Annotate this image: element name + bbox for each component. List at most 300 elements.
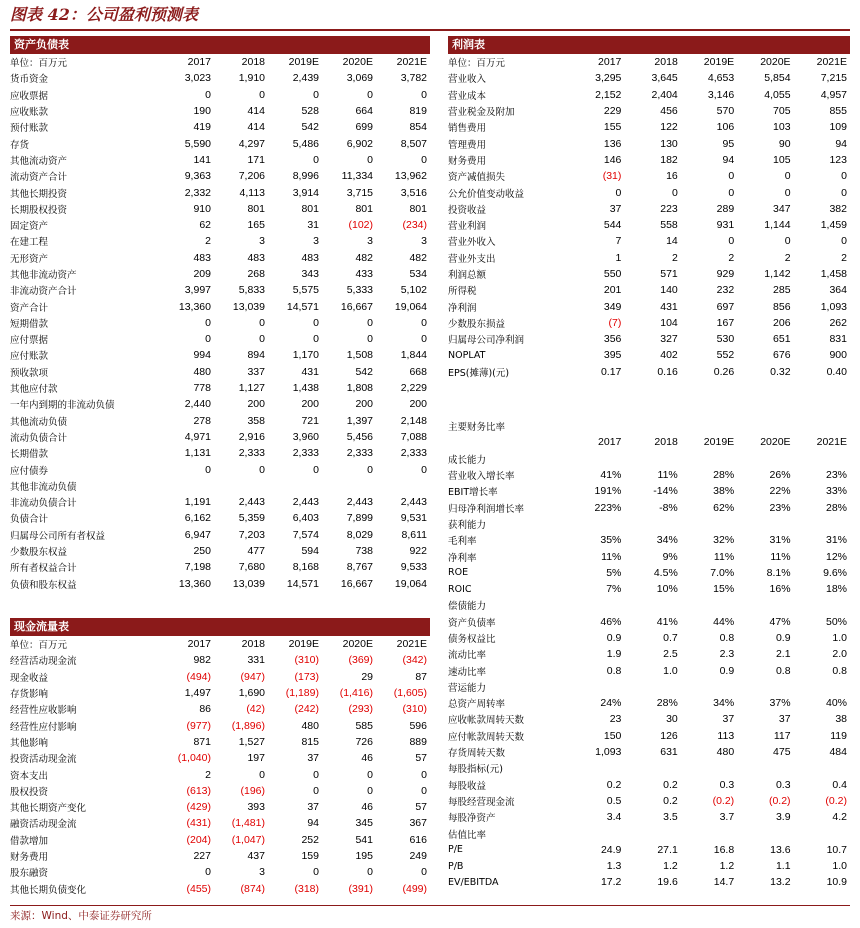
table-row xyxy=(448,331,850,347)
value-cell: 126 xyxy=(660,729,678,742)
empty-cell xyxy=(794,418,850,434)
value-cell: 2,332 xyxy=(184,186,211,199)
value-cell: 3,960 xyxy=(292,430,319,443)
income-statement-table xyxy=(448,54,850,380)
value-cell: 2,333 xyxy=(238,447,265,460)
value-cell: 3.9 xyxy=(775,811,791,824)
table-row xyxy=(448,825,850,841)
page-title: 图表 42：公司盈利预测表 xyxy=(10,5,198,24)
table-row xyxy=(10,799,430,815)
row-label: 经营性应收影响 xyxy=(10,705,77,717)
table-row xyxy=(448,152,850,168)
row-label: 非流动负债合计 xyxy=(10,498,77,510)
value-cell: 431 xyxy=(660,300,678,313)
value-cell: 0 xyxy=(841,186,847,199)
row-label: 非流动资产合计 xyxy=(10,286,77,298)
table-row xyxy=(448,467,850,483)
row-label: 存货影响 xyxy=(10,689,49,701)
empty-cell xyxy=(568,418,624,434)
table-row xyxy=(448,695,850,711)
value-cell: (0.2) xyxy=(712,794,735,807)
table-row xyxy=(448,103,850,119)
value-cell: 27.1 xyxy=(657,843,678,856)
value-cell: 24% xyxy=(600,697,622,710)
value-cell: 651 xyxy=(773,333,791,346)
table-row xyxy=(10,429,430,445)
row-label: P/E xyxy=(448,844,463,856)
value-cell: 1,527 xyxy=(238,735,265,748)
year-header: 2018 xyxy=(241,56,265,69)
value-cell: 0 xyxy=(367,88,373,101)
value-cell: 289 xyxy=(716,202,735,215)
row-label: 营业外支出 xyxy=(448,253,496,265)
year-header: 2020E xyxy=(760,56,791,69)
value-cell: 32% xyxy=(713,534,735,547)
value-cell xyxy=(737,679,793,695)
table-row xyxy=(10,250,430,266)
row-label: 应付债券 xyxy=(10,465,49,477)
value-cell: 171 xyxy=(247,153,265,166)
value-cell: 106 xyxy=(716,121,735,134)
value-cell: 437 xyxy=(247,850,265,862)
value-cell: 0 xyxy=(313,463,319,476)
value-cell: 4.5% xyxy=(653,566,678,579)
value-cell: 15% xyxy=(713,583,735,596)
value-cell: (874) xyxy=(240,882,265,895)
value-cell: (0.2) xyxy=(825,794,847,807)
value-cell: 0 xyxy=(841,235,847,248)
table-row xyxy=(10,315,430,331)
balance-sheet-header: 资产负债表 xyxy=(10,36,430,54)
balance-sheet-table xyxy=(10,54,430,592)
value-cell: 2,443 xyxy=(346,496,373,509)
value-cell: 9.6% xyxy=(823,566,847,579)
value-cell: 367 xyxy=(409,817,427,830)
value-cell: 331 xyxy=(247,654,265,667)
value-cell: 402 xyxy=(660,349,678,362)
value-cell: 894 xyxy=(247,349,265,362)
value-cell: 0.40 xyxy=(826,365,847,378)
table-row xyxy=(10,217,430,233)
row-label: 其他长期投资 xyxy=(10,188,68,200)
value-cell xyxy=(568,760,624,776)
value-cell xyxy=(214,478,268,494)
row-label: 经营活动现金流 xyxy=(10,656,77,668)
value-cell: 0 xyxy=(205,866,211,879)
year-header: 2021E xyxy=(396,638,427,651)
value-cell: 1,170 xyxy=(292,349,319,362)
value-cell: 57 xyxy=(415,801,427,814)
value-cell: 7,203 xyxy=(238,528,265,541)
table-row xyxy=(448,630,850,646)
value-cell: 1,093 xyxy=(820,300,847,313)
value-cell xyxy=(322,478,376,494)
value-cell: 854 xyxy=(409,121,427,134)
row-label: 投资活动现金流 xyxy=(10,754,77,766)
value-cell: (31) xyxy=(602,170,622,183)
value-cell: 1,808 xyxy=(346,382,373,395)
value-cell: (342) xyxy=(402,654,427,667)
table-row xyxy=(448,364,850,380)
table-row xyxy=(10,685,430,701)
row-label: 所有者权益合计 xyxy=(10,563,77,575)
row-label: NOPLAT xyxy=(448,349,486,361)
value-cell: 550 xyxy=(603,268,622,280)
value-cell: 8,611 xyxy=(401,528,427,541)
value-cell: 929 xyxy=(716,268,735,280)
value-cell: 113 xyxy=(717,729,735,742)
value-cell: 801 xyxy=(409,202,427,215)
value-cell: 47% xyxy=(769,615,791,628)
value-cell: 1 xyxy=(615,251,622,264)
row-label: EBIT增长率 xyxy=(448,487,498,499)
value-cell: 8,029 xyxy=(346,528,373,541)
value-cell: (1,040) xyxy=(177,752,211,765)
value-cell: 0.9 xyxy=(775,632,791,644)
year-row xyxy=(448,434,850,450)
value-cell: 7,899 xyxy=(346,512,373,525)
table-row xyxy=(448,760,850,776)
value-cell: 1,142 xyxy=(764,268,791,280)
row-label: 无形资产 xyxy=(10,253,49,265)
value-cell: 3 xyxy=(421,235,427,248)
value-cell: 7,680 xyxy=(238,561,265,574)
value-cell xyxy=(737,516,793,532)
table-row xyxy=(10,494,430,510)
value-cell xyxy=(794,825,850,841)
value-cell: 11% xyxy=(601,550,622,563)
value-cell: 726 xyxy=(355,735,373,748)
row-label: 财务费用 xyxy=(10,852,49,863)
table-row xyxy=(448,711,850,727)
value-cell: 676 xyxy=(773,349,791,362)
value-cell: 0 xyxy=(313,88,319,101)
value-cell: 2,443 xyxy=(238,496,265,509)
table-row xyxy=(448,347,850,363)
table-row xyxy=(448,614,850,630)
value-cell: -8% xyxy=(659,501,678,514)
value-cell: 7,215 xyxy=(820,72,847,85)
cash-flow-header: 现金流量表 xyxy=(10,618,430,636)
row-label: 每股收益 xyxy=(448,780,487,792)
value-cell: 994 xyxy=(193,349,211,362)
value-cell xyxy=(681,825,737,841)
value-cell: 0.32 xyxy=(770,365,791,378)
value-cell: 4,113 xyxy=(239,186,265,199)
value-cell: 0.9 xyxy=(719,664,735,677)
value-cell: (173) xyxy=(294,670,319,683)
table-row xyxy=(448,793,850,809)
table-row xyxy=(10,510,430,526)
table-row xyxy=(448,809,850,825)
value-cell: 358 xyxy=(247,414,265,427)
value-cell: 0 xyxy=(205,316,211,329)
value-cell: 200 xyxy=(355,398,373,411)
row-label: 股权投资 xyxy=(10,786,49,798)
value-cell: 6,947 xyxy=(184,528,211,541)
value-cell: 2,333 xyxy=(346,447,373,460)
value-cell: 393 xyxy=(247,801,265,814)
value-cell: 5,854 xyxy=(764,72,791,85)
value-cell: 200 xyxy=(301,398,319,411)
value-cell: 0 xyxy=(313,768,319,781)
value-cell: 0 xyxy=(313,784,319,797)
table-row xyxy=(10,266,430,282)
year-header: 2017 xyxy=(187,56,211,69)
row-label: 少数股东权益 xyxy=(10,547,68,559)
value-cell: 201 xyxy=(603,284,622,297)
table-row xyxy=(10,87,430,103)
table-row xyxy=(10,576,430,592)
value-cell: 0.9 xyxy=(606,632,622,644)
row-label: 净利润 xyxy=(448,302,477,314)
row-label: EPS(摊薄)(元) xyxy=(448,367,510,379)
value-cell: 122 xyxy=(660,121,678,134)
value-cell: 34% xyxy=(713,697,735,710)
value-cell: (196) xyxy=(240,784,265,797)
value-cell: 345 xyxy=(355,817,373,830)
value-cell xyxy=(268,478,322,494)
value-cell: 165 xyxy=(247,219,265,232)
header-row xyxy=(448,418,850,434)
table-row xyxy=(10,413,430,429)
value-cell: 5,575 xyxy=(292,284,319,297)
value-cell: 62 xyxy=(199,219,211,232)
table-row xyxy=(10,783,430,799)
value-cell: 11% xyxy=(713,550,735,563)
value-cell: 1.2 xyxy=(719,860,735,873)
value-cell: 483 xyxy=(193,251,211,264)
value-cell: 262 xyxy=(829,316,847,329)
value-cell: 28% xyxy=(825,501,847,514)
value-cell: 87 xyxy=(415,670,427,683)
row-label: 净利率 xyxy=(448,552,477,564)
value-cell: 0.16 xyxy=(657,365,678,378)
row-label: 速动比率 xyxy=(448,666,487,678)
row-label: 营业利润 xyxy=(448,221,487,233)
value-cell: 16 xyxy=(666,170,678,183)
value-cell: 483 xyxy=(301,251,319,264)
table-row xyxy=(10,717,430,733)
row-label: 其他流动资产 xyxy=(10,155,68,167)
value-cell: 2.1 xyxy=(775,648,791,661)
value-cell: 94 xyxy=(835,137,847,150)
row-label: EV/EBITDA xyxy=(448,876,499,888)
value-cell: 1,459 xyxy=(820,219,847,232)
row-label: 预付账款 xyxy=(10,123,49,135)
row-label: 股东融资 xyxy=(10,868,49,880)
value-cell: 594 xyxy=(301,545,319,558)
empty-cell xyxy=(681,418,737,434)
table-row xyxy=(10,152,430,168)
row-label: 资产合计 xyxy=(10,302,49,314)
table-row xyxy=(448,744,850,760)
table-row xyxy=(10,298,430,314)
value-cell: 268 xyxy=(247,268,265,280)
row-label: 资产负债率 xyxy=(448,617,496,629)
value-cell xyxy=(681,760,737,776)
row-label: 现金收益 xyxy=(10,672,49,684)
value-cell: 1,910 xyxy=(238,72,265,85)
value-cell: 41% xyxy=(600,469,622,482)
value-cell: 0.17 xyxy=(600,365,622,378)
value-cell: 480 xyxy=(716,746,735,759)
value-cell: 94 xyxy=(307,817,319,830)
value-cell: 16,667 xyxy=(340,577,373,590)
value-cell: 11% xyxy=(657,469,678,482)
table-row xyxy=(448,135,850,151)
value-cell: 38 xyxy=(835,713,847,726)
value-cell: 3 xyxy=(313,235,319,248)
value-cell: 0 xyxy=(421,866,427,879)
table-row xyxy=(10,364,430,380)
value-cell: 23 xyxy=(609,713,622,726)
header-row xyxy=(448,54,850,70)
value-cell: 2,440 xyxy=(184,398,211,411)
year-header: 2021E xyxy=(816,436,847,449)
table-row xyxy=(448,168,850,184)
value-cell xyxy=(681,597,737,613)
value-cell: (293) xyxy=(348,703,373,716)
value-cell: (1,481) xyxy=(231,817,265,830)
row-label: 营业外收入 xyxy=(448,237,496,249)
row-label: 估值比率 xyxy=(448,829,487,841)
value-cell: 7% xyxy=(606,583,622,596)
value-cell: 197 xyxy=(247,752,265,765)
value-cell xyxy=(624,679,680,695)
value-cell: 0.26 xyxy=(713,365,735,378)
value-cell: 200 xyxy=(247,398,265,411)
value-cell: 1.9 xyxy=(606,648,622,661)
value-cell: 668 xyxy=(409,365,427,378)
section-title: 主要财务比率 xyxy=(448,422,506,434)
table-row xyxy=(448,201,850,217)
row-label: 偿债能力 xyxy=(448,601,487,613)
value-cell: 1,131 xyxy=(184,447,211,460)
row-label: 债务权益比 xyxy=(448,634,496,645)
row-label: 其他应付款 xyxy=(10,384,58,396)
value-cell: 13.2 xyxy=(770,876,791,889)
value-cell: 480 xyxy=(193,365,211,378)
value-cell: 4,055 xyxy=(764,88,791,101)
value-cell: 0 xyxy=(728,186,735,199)
value-cell: 1,127 xyxy=(238,382,265,395)
value-cell: 16% xyxy=(769,583,791,596)
value-cell: 484 xyxy=(829,746,847,759)
value-cell: 0 xyxy=(784,186,791,199)
table-row xyxy=(448,315,850,331)
table-row xyxy=(448,548,850,564)
value-cell: 3,914 xyxy=(292,186,319,199)
value-cell: 2,443 xyxy=(292,496,319,509)
value-cell: 0.8 xyxy=(719,632,735,644)
unit-label: 单位：百万元 xyxy=(10,640,68,652)
value-cell: 44% xyxy=(713,615,735,628)
value-cell: 0.3 xyxy=(775,778,791,791)
value-cell: 482 xyxy=(409,251,427,264)
row-label: 每股经营现金流 xyxy=(448,796,515,808)
value-cell: 483 xyxy=(247,251,265,264)
value-cell: 11% xyxy=(770,550,791,563)
value-cell xyxy=(794,516,850,532)
empty-cell xyxy=(624,418,680,434)
table-row xyxy=(448,597,850,613)
table-row xyxy=(448,728,850,744)
value-cell: 0 xyxy=(313,866,319,879)
row-label: 毛利率 xyxy=(448,536,477,548)
value-cell xyxy=(624,451,680,467)
source-note: 来源：Wind、中泰证券研究所 xyxy=(10,910,152,922)
value-cell xyxy=(681,516,737,532)
value-cell: 1.1 xyxy=(775,860,791,873)
value-cell: 13,039 xyxy=(232,577,265,590)
title-divider xyxy=(10,29,850,31)
value-cell: 6,162 xyxy=(184,512,211,525)
value-cell xyxy=(681,451,737,467)
value-cell: 46 xyxy=(361,801,373,814)
year-header: 2019E xyxy=(288,638,319,651)
table-row xyxy=(448,516,850,532)
value-cell: (499) xyxy=(402,882,427,895)
row-label: 营业收入 xyxy=(448,74,487,86)
value-cell: 8,168 xyxy=(292,561,319,574)
table-row xyxy=(10,347,430,363)
value-cell: 856 xyxy=(773,300,791,313)
table-row xyxy=(10,864,430,880)
value-cell: 530 xyxy=(716,333,735,346)
value-cell: 37 xyxy=(609,202,622,215)
value-cell: 206 xyxy=(773,316,791,329)
table-row xyxy=(448,874,850,890)
row-label: 其他长期资产变化 xyxy=(10,803,87,815)
value-cell: 3,146 xyxy=(707,88,735,101)
value-cell xyxy=(794,760,850,776)
year-header: 2018 xyxy=(654,436,678,449)
value-cell: 419 xyxy=(193,121,211,134)
row-label: 流动负债合计 xyxy=(10,432,68,444)
value-cell: -14% xyxy=(653,485,678,498)
row-label: 其他影响 xyxy=(10,737,49,749)
value-cell: 3,997 xyxy=(184,284,211,297)
value-cell: 1.0 xyxy=(663,664,678,677)
value-cell: 558 xyxy=(660,219,678,232)
row-label: 其他非流动负债 xyxy=(10,481,77,493)
value-cell: (494) xyxy=(186,670,211,683)
table-row xyxy=(448,119,850,135)
value-cell: 0 xyxy=(205,88,211,101)
value-cell: 2.5 xyxy=(663,648,678,661)
value-cell: 109 xyxy=(829,121,847,134)
value-cell: 14 xyxy=(666,235,678,248)
value-cell: 819 xyxy=(409,105,427,118)
row-label: 流动比率 xyxy=(448,650,487,662)
table-row xyxy=(448,184,850,200)
value-cell: (613) xyxy=(186,784,211,797)
value-cell: 24.9 xyxy=(600,843,622,856)
value-cell: 0 xyxy=(259,463,265,476)
value-cell: 0.8 xyxy=(775,664,791,677)
value-cell: 0 xyxy=(671,186,678,199)
row-label: 归母净利润增长率 xyxy=(448,503,525,515)
value-cell: 801 xyxy=(301,202,319,215)
value-cell: (318) xyxy=(294,882,319,895)
row-label: 负债合计 xyxy=(10,514,49,526)
table-row xyxy=(10,478,430,494)
value-cell: 0 xyxy=(205,333,211,346)
table-row xyxy=(448,842,850,858)
value-cell: 738 xyxy=(355,545,373,558)
income-statement-header: 利润表 xyxy=(448,36,850,54)
